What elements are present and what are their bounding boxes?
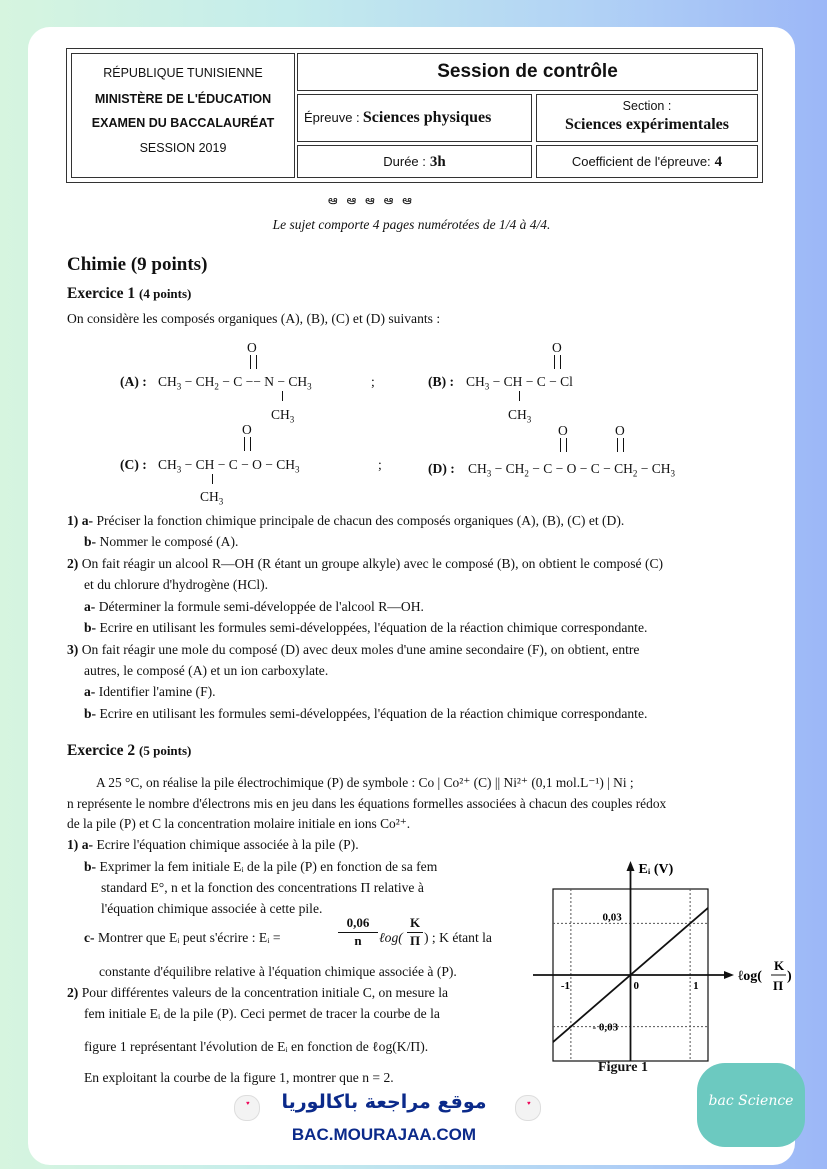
ex2-heading (67, 743, 191, 759)
q2b-num: b- (84, 620, 97, 635)
coef-value: 4 (714, 154, 723, 170)
q2b-text: Ecrire en utilisant les formules semi-développées, l'équation de la réaction chimique correspondante. (99, 620, 648, 635)
ex2-q1c-line2: constante d'équilibre relative à l'équation chimique associée à (P). (99, 964, 457, 979)
ex2-q2-line4: En exploitant la courbe de la figure 1, montrer que n = 2. (84, 1070, 394, 1085)
bac-science-badge[interactable] (697, 1063, 805, 1147)
x-label-k: K (774, 958, 785, 973)
bond-c (212, 474, 213, 484)
formula-d: $CH_3 - CH_2 - C - O - C - CH_2 - CH_3$ (468, 461, 675, 479)
ex2-q1c-pre: Montrer que Eᵢ peut s'écrire : Eᵢ = (97, 930, 281, 945)
label-a: (A) : (120, 374, 147, 389)
figure-1-plot (508, 827, 792, 1057)
double-bond-d1 (560, 438, 567, 452)
x-axis-arrow (724, 971, 734, 979)
logo-left-heart: ♥ (246, 1101, 250, 1107)
session-type: Session de contrôle (437, 61, 618, 82)
ex2-q2-line1: Pour différentes valeurs de la concentration initiale C, on mesure la (81, 985, 449, 1000)
ex2-q1b-line1: Exprimer la fem initiale Eᵢ de la pile (P) en fonction de sa fem (99, 859, 438, 874)
ex1-title: Exercice 1 (67, 285, 136, 302)
formula-b-o: O (552, 340, 562, 355)
frac-pi: Π (407, 932, 423, 949)
epreuve-label: Épreuve : (304, 110, 360, 125)
ex2-title: Exercice 2 (67, 742, 136, 759)
double-bond-c (244, 437, 251, 451)
section-box (536, 94, 758, 142)
ornament: ఆ ఆ ఆ ఆ ఆ (328, 193, 415, 207)
footer-logo-left (234, 1095, 260, 1121)
q2-num: 2) (67, 556, 79, 571)
ex2-points: (5 points) (139, 743, 192, 758)
y-tick-neg: - 0,03 (592, 1021, 619, 1034)
coef-label: Coefficient de l'épreuve: (571, 154, 711, 169)
formula-a: $CH_3 - CH_2 - C -- N - CH_3$ (158, 374, 312, 392)
label-b: (B) : (428, 374, 455, 389)
epreuve-value: Sciences physiques (362, 109, 492, 126)
ex2-q1c-num: c- (84, 930, 95, 945)
q3b-text: Ecrire en utilisant les formules semi-développées, l'équation de la réaction chimique correspondante. (99, 706, 648, 721)
session-year: SESSION 2019 (139, 141, 227, 155)
ex2-q2-line3: figure 1 représentant l'évolution de Eᵢ en fonction de ℓog(K/Π). (84, 1039, 429, 1054)
duree-box (297, 145, 532, 178)
ex1-heading (67, 286, 191, 302)
exam-page (28, 27, 795, 1165)
ex2-p-line2: n représente le nombre d'électrons mis en jeu dans les équations formelles associées à chacun des couples rédox (67, 796, 667, 811)
q1b-num: b- (84, 534, 97, 549)
ex2-q2-num: 2) (67, 985, 79, 1000)
logo-right-heart: ♥ (527, 1101, 531, 1107)
x-label-log: ℓog( (738, 969, 762, 984)
exam: EXAMEN DU BACCALAURÉAT (91, 116, 275, 130)
q3-line2: autres, le composé (A) et un ion carboxylate. (84, 663, 329, 678)
x-tick-0: 0 (633, 980, 639, 992)
formula-a-o: O (247, 340, 257, 355)
ex2-q1c-post: ) ; K étant la (424, 930, 492, 945)
double-bond-b (554, 355, 561, 369)
x-tick-neg1: -1 (560, 980, 571, 992)
header-left-box (71, 53, 295, 178)
chimie-title: Chimie (9 points) (67, 254, 208, 275)
q1b-text: Nommer le composé (A). (99, 534, 239, 549)
duree-label: Durée : (383, 154, 426, 169)
x-label-close: ) (787, 969, 792, 984)
x-tick-1: 1 (693, 980, 699, 992)
formula-a-ch3: $CH_3$ (271, 407, 295, 425)
ex1-intro: On considère les composés organiques (A), (B), (C) et (D) suivants : (67, 311, 441, 326)
epreuve-box (297, 94, 532, 142)
formula-d-o1: O (558, 423, 568, 438)
q2-line1: On fait réagir un alcool R—OH (R étant un groupe alkyle) avec le composé (B), on obtient le composé (C) (81, 556, 664, 571)
formula-b: $CH_3$ − CH − C − Cl (466, 374, 573, 392)
figure-1 (508, 827, 792, 1075)
q3a-text: Identifier l'amine (F). (98, 684, 216, 699)
q2a-text: Déterminer la formule semi-développée de l'alcool R—OH. (98, 599, 424, 614)
ex2-q1b-line3: l'équation chimique associée à cette pile. (101, 901, 323, 916)
ex2-q1b-num: b- (84, 859, 97, 874)
footer-arabic[interactable]: موقع مراجعة باكالوريا (281, 1091, 487, 1113)
formula-b-ch3: $CH_3$ (508, 407, 532, 425)
ex2-p-line3: de la pile (P) et C la concentration molaire initiale en ions Co²⁺. (67, 816, 411, 831)
q3b-num: b- (84, 706, 97, 721)
formula-c: $CH_3$ − CH − $C - O - CH_3$ (158, 457, 300, 475)
figure-caption: Figure 1 (598, 1060, 648, 1075)
q3-line1: On fait réagir une mole du composé (D) avec deux moles d'une amine secondaire (F), on obtient, entre (81, 642, 640, 657)
ex2-q2-line2: fem initiale Eᵢ de la pile (P). Ceci permet de tracer la courbe de la (84, 1006, 440, 1021)
x-label-pi: Π (773, 978, 784, 993)
frac-den: n (338, 932, 378, 949)
formula-c-ch3: $CH_3$ (200, 489, 224, 507)
section-label: Section : (622, 99, 672, 113)
label-d: (D) : (428, 461, 455, 476)
label-c: (C) : (120, 457, 147, 472)
ex2-q1b-line2: standard E°, n et la fonction des concentrations Π relative à (101, 880, 424, 895)
double-bond-a (250, 355, 257, 369)
ex2-q1c-frac (338, 915, 378, 949)
ex2-p-line1: A 25 °C, on réalise la pile électrochimique (P) de symbole : Co | Co²⁺ (C) || Ni²⁺ (0,1 mol.L⁻¹) | Ni ; (96, 775, 634, 790)
session-type-box (297, 53, 758, 91)
ex2-q1c-log: ℓog( (379, 930, 403, 945)
q2-line2: et du chlorure d'hydrogène (HCl). (84, 577, 269, 592)
sep-ab: ; (371, 374, 375, 389)
x-axis-label (737, 958, 792, 993)
intro-note: Le sujet comporte 4 pages numérotées de 1/4 à 4/4. (272, 217, 551, 232)
q1a-num: 1) a- (67, 513, 94, 528)
duree-value: 3h (429, 154, 446, 170)
ex1-points: (4 points) (139, 286, 192, 301)
double-bond-d2 (617, 438, 624, 452)
formula-c-o: O (242, 422, 252, 437)
frac-k: K (409, 915, 421, 930)
q1a-text: Préciser la fonction chimique principale de chacun des composés organiques (A), (B), (C) et (D). (96, 513, 625, 528)
y-axis-label: Eᵢ (V) (638, 862, 674, 877)
q3a-num: a- (84, 684, 96, 699)
coef-box (536, 145, 758, 178)
bond-b (519, 391, 520, 401)
bond-a (282, 391, 283, 401)
formula-d-o2: O (615, 423, 625, 438)
footer-url[interactable]: BAC.MOURAJAA.COM (291, 1125, 477, 1144)
section-value: Sciences expérimentales (565, 116, 729, 133)
ex2-q1a-num: 1) a- (67, 837, 94, 852)
republic: RÉPUBLIQUE TUNISIENNE (103, 66, 263, 80)
ex2-q1a-text: Ecrire l'équation chimique associée à la pile (P). (96, 837, 359, 852)
ministry: MINISTÈRE DE L'ÉDUCATION (94, 92, 272, 106)
frac-num: 0,06 (346, 915, 370, 930)
footer-logo-right (515, 1095, 541, 1121)
q2a-num: a- (84, 599, 96, 614)
badge-text: bac Science (708, 1093, 794, 1109)
ex2-q1c-kpi (407, 915, 423, 949)
y-axis-arrow (627, 861, 635, 871)
q3-num: 3) (67, 642, 79, 657)
sep-cd: ; (378, 457, 382, 472)
y-tick-pos: 0,03 (602, 911, 622, 924)
